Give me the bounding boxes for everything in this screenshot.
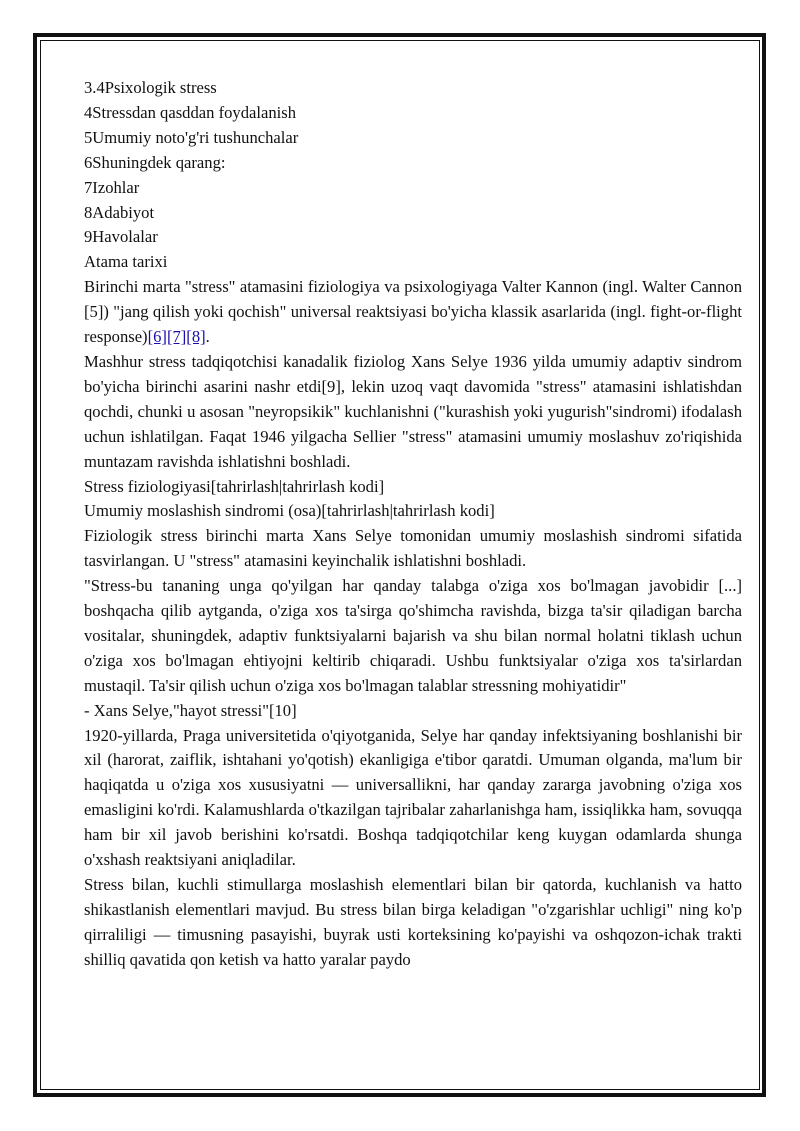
paragraph-prague: 1920-yillarda, Praga universitetida o'qiyotganida, Selye har qanday infektsiyaning boshlanishi bir xil (harorat, zaiflik, ishtahani yo'qotish) ekanligiga e'tibor qaratdi. Umuman olganda, ma'lum bir haqiqatda u o'ziga xos xususiyatni — universallikni, har qanday zararga javobning o'ziga xos emasligini ko'rdi. Kalamushlarda o'tkazilgan tajribalar zaharlanishga ham, issiqlikka ham, sovuqqa ham bir xil javob berishini ko'rsatdi. Boshqa tadqiqotchilar keng kuygan odamlarda shunga o'xshash reaktsiyani aniqladilar. xyxy=(84,725,742,870)
paragraph-stress-elements: Stress bilan, kuchli stimullarga moslashish elementlari bilan bir qatorda, kuchlanish va hatto shikastlanish elementlari mavjud. Bu stress bilan birga keladigan "o'zgarishlar uchligi" ning ko'p qirraliligi — timusning pasayishi, buyrak usti korteksining ko'payishi va oshqozon-ichak trakti shilliq qavatida qon ketish va hatto yaralar paydo xyxy=(84,875,742,969)
quote-block: "Stress-bu tananing unga qo'yilgan har qanday talabga o'ziga xos bo'lmagan javobidir [...] boshqacha qilib aytganda, o'ziga xos ta'sirga qo'shimcha ravishda, bizga ta'sir qiladigan barcha vositalar, shuningdek, adaptiv funktsiyalarni bajarish va shu bilan normal holatni tiklash uchun o'ziga xos bo'lmagan ehtiyojni keltirib chiqaradi. Ushbu funktsiyalar o'ziga xos ta'sirlardan mustaqil. Ta'sir qilish uchun o'ziga xos bo'lmagan talablar stressning mohiyatidir" xyxy=(84,576,742,695)
paragraph-term-history xyxy=(84,275,742,350)
toc-item[interactable]: 6Shuningdek qarang: xyxy=(84,152,226,172)
toc-item[interactable]: 7Izohlar xyxy=(84,177,140,197)
subsection-heading: Umumiy moslashish sindromi (osa)[tahrirlash|tahrirlash kodi] xyxy=(84,501,495,521)
table-of-contents xyxy=(84,76,742,250)
toc-item[interactable]: 3.4Psixologik stress xyxy=(84,78,217,97)
paragraph-physiological-stress: Fiziologik stress birinchi marta Xans Selye tomonidan umumiy moslashish sindromi sifatida tasvirlangan. U "stress" atamasini keyinchalik ishlatishni boshladi. xyxy=(84,526,742,571)
citation-links[interactable]: [6][7][8] xyxy=(147,327,206,347)
document-body xyxy=(84,76,742,973)
toc-item[interactable]: 8Adabiyot xyxy=(84,202,155,222)
toc-item[interactable]: 4Stressdan qasddan foydalanish xyxy=(84,102,296,122)
paragraph-text: Birinchi marta "stress" atamasini fiziologiya va psixologiyaga Valter Kannon (ingl. Walter Cannon [5]) "jang qilish yoki qochish" universal reaktsiyasi bo'yicha klassik asarlarida (ingl. fight-or-flight response) xyxy=(84,277,742,347)
toc-item[interactable]: 5Umumiy noto'g'ri tushunchalar xyxy=(84,127,299,147)
toc-item[interactable]: 9Havolalar xyxy=(84,227,158,247)
section-heading: Atama tarixi xyxy=(84,252,168,272)
paragraph-selye-history: Mashhur stress tadqiqotchisi kanadalik fiziolog Xans Selye 1936 yilda umumiy adaptiv sindrom bo'yicha birinchi asarini nashr etdi[9], lekin uzoq vaqt davomida "stress" atamasini ishlatishdan qochdi, chunki u asosan "neyropsikik" kuchlanishni ("kurashish yoki yugurish"sindromi) ifodalash uchun ishlatilgan. Faqat 1946 yilgacha Sellier "stress" atamasini umumiy moslashuv zo'riqishida muntazam ravishda ishlatishni boshladi. xyxy=(84,351,742,471)
quote-source: - Xans Selye,"hayot stressi"[10] xyxy=(84,700,297,720)
paragraph-end: . xyxy=(205,327,210,347)
section-heading: Stress fiziologiyasi[tahrirlash|tahrirlash kodi] xyxy=(84,476,385,496)
